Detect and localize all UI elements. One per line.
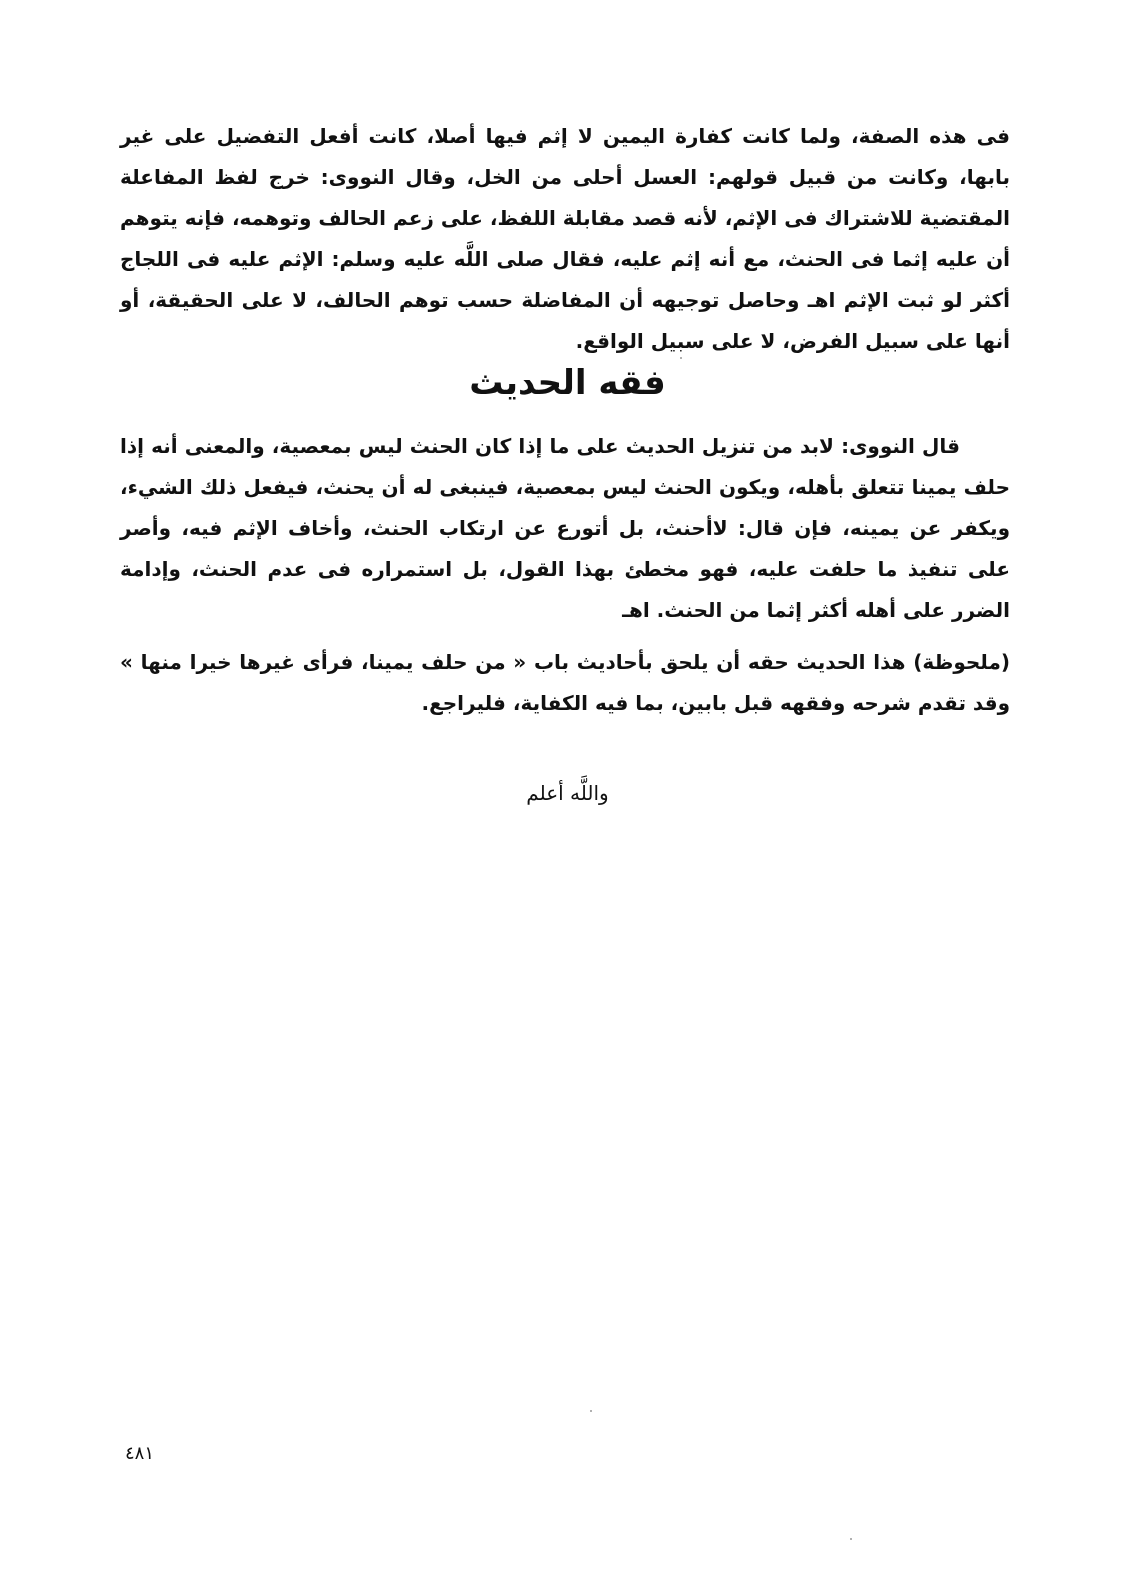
closing-phrase: واللَّه أعلم	[526, 781, 609, 805]
main-paragraph: قال النووى: لابد من تنزيل الحديث على ما إذا كان الحنث ليس بمعصية، والمعنى أنه إذا حلف يمينا تتعلق بأهله، ويكون الحنث ليس بمعصية، فينبغى له أن يحنث، فيفعل ذلك الشيء، ويكفر عن يمينه، فإن قال: لاأحنث، بل أتورع عن ارتكاب الحنث، وأخاف الإثم فيه، وأصر على تنفيذ ما حلفت عليه، فهو مخطئ بهذا القول، بل استمراره فى عدم الحنث، وإدامة الضرر على أهله أكثر إثما من الحنث. اهـ	[120, 434, 1010, 622]
scan-speck	[850, 1538, 852, 1540]
intro-paragraph: فى هذه الصفة، ولما كانت كفارة اليمين لا إثم فيها أصلا، كانت أفعل التفضيل على غير بابها، وكانت من قبيل قولهم: العسل أحلى من الخل، وقال النووى: خرج لفظ المفاعلة المقتضية للاشتراك فى الإثم، لأنه قصد مقابلة اللفظ، على زعم الحالف وتوهمه، فإنه يتوهم أن عليه إثما فى الحنث، مع أنه إثم عليه، فقال صلى اللَّه عليه وسلم: الإثم عليه فى اللجاج أكثر لو ثبت الإثم اهـ وحاصل توجيهه أن المفاضلة حسب توهم الحالف، لا على الحقيقة، أو أنها على سبيل الفرض، لا على سبيل الواقع.	[120, 124, 1010, 353]
scan-speck	[680, 357, 682, 359]
section-heading: فقه الحديث	[469, 363, 666, 404]
note-paragraph: (ملحوظة) هذا الحديث حقه أن يلحق بأحاديث باب « من حلف يمينا، فرأى غيرها خيرا منها » وقد تقدم شرحه وفقهه قبل بابين، بما فيه الكفاية، فليراجع.	[120, 650, 1010, 715]
scan-speck	[590, 1410, 592, 1412]
page-number: ٤٨١	[125, 1443, 155, 1464]
